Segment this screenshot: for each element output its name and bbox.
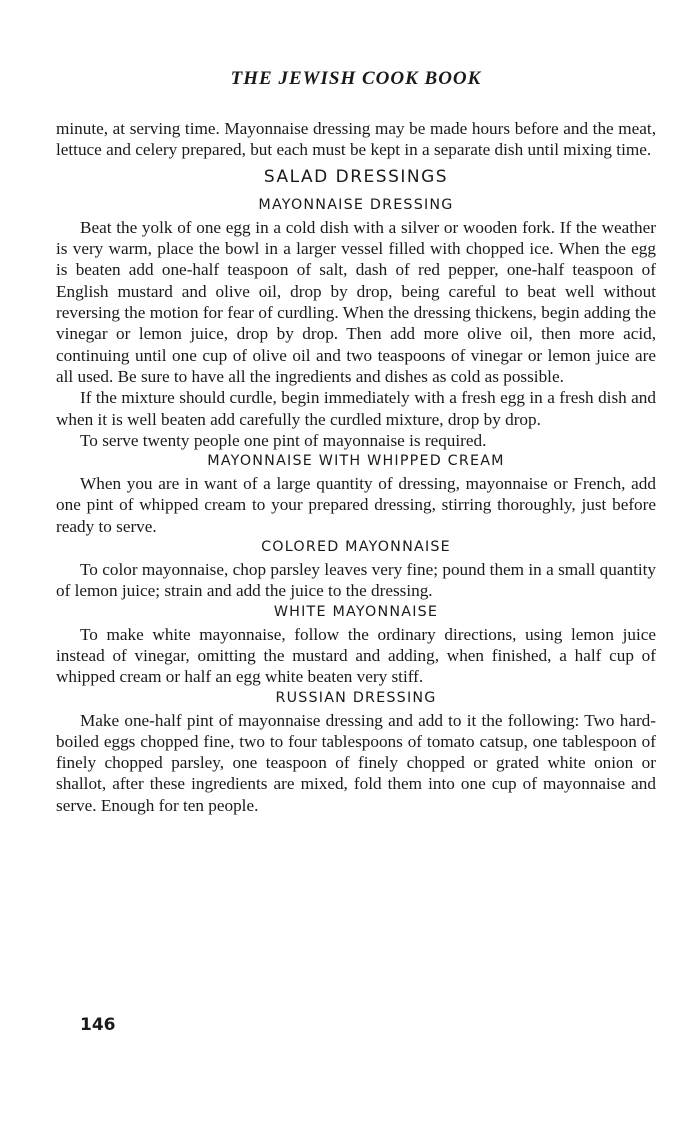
- page-content: [56, 118, 656, 816]
- book-page: [56, 0, 656, 1146]
- recipe-colored-mayonnaise: [56, 537, 656, 602]
- recipe-mayonnaise-dressing: [56, 195, 656, 451]
- recipe-title: MAYONNAISE WITH WHIPPED CREAM: [207, 453, 505, 470]
- page-number: 146: [80, 1015, 116, 1035]
- recipe-title: COLORED MAYONNAISE: [261, 539, 451, 556]
- recipe-paragraph: To serve twenty people one pint of mayonnaise is required.: [80, 430, 487, 450]
- recipe-white-mayonnaise: [56, 602, 656, 688]
- running-head: THE JEWISH COOK BOOK: [230, 68, 482, 89]
- recipe-title: WHITE MAYONNAISE: [273, 603, 439, 620]
- recipe-paragraph: To color mayonnaise, chop parsley leaves very fine; pound them in a small quantity of lemon juice; strain and add the juice to the dressing.: [56, 560, 656, 601]
- opening-paragraph: minute, at serving time. Mayonnaise dressing may be made hours before and the meat, lettuce and celery prepared, but each must be kept in a separate dish until mixing time.: [56, 119, 656, 160]
- recipe-mayonnaise-whipped-cream: [56, 451, 656, 537]
- recipe-paragraph: Beat the yolk of one egg in a cold dish with a silver or wooden fork. If the weather is very warm, place the bowl in a larger vessel filled with chopped ice. When the egg is beaten add one-half teaspoon of salt, dash of red pepper, one-half teaspoon of English mustard and olive oil, drop by drop, being careful to beat well without reversing the motion for fear of curdling. When the dressing thickens, begin adding the vinegar or lemon juice, drop by drop. Then add more olive oil, then more acid, continuing until one cup of olive oil and two teaspoons of vinegar or lemon juice are all used. Be sure to have all the ingredients and dishes as cold as possible.: [56, 217, 656, 386]
- recipe-paragraph: Make one-half pint of mayonnaise dressing and add to it the following: Two hard-boiled eggs chopped fine, two to four tablespoons of tomato catsup, one tablespoon of finely chopped parsley, one teaspoon of finely chopped or grated white onion or shallot, after these ingredients are mixed, fold them into one cup of mayonnaise and serve. Enough for ten people.: [56, 710, 656, 815]
- recipe-paragraph: When you are in want of a large quantity of dressing, mayonnaise or French, add one pint of whipped cream to your prepared dressing, stirring thoroughly, just before ready to serve.: [56, 474, 656, 536]
- recipe-title: RUSSIAN DRESSING: [275, 689, 437, 706]
- recipe-paragraph: If the mixture should curdle, begin immediately with a fresh egg in a fresh dish and when it is well beaten add carefully the curdled mixture, drop by drop.: [56, 388, 656, 429]
- section-title: SALAD DRESSINGS: [263, 166, 449, 187]
- recipe-russian-dressing: [56, 688, 656, 816]
- recipe-title: MAYONNAISE DRESSING: [258, 196, 454, 213]
- recipe-paragraph: To make white mayonnaise, follow the ordinary directions, using lemon juice instead of vinegar, omitting the mustard and adding, when finished, a half cup of whipped cream or half an egg white beaten very stiff.: [56, 624, 656, 687]
